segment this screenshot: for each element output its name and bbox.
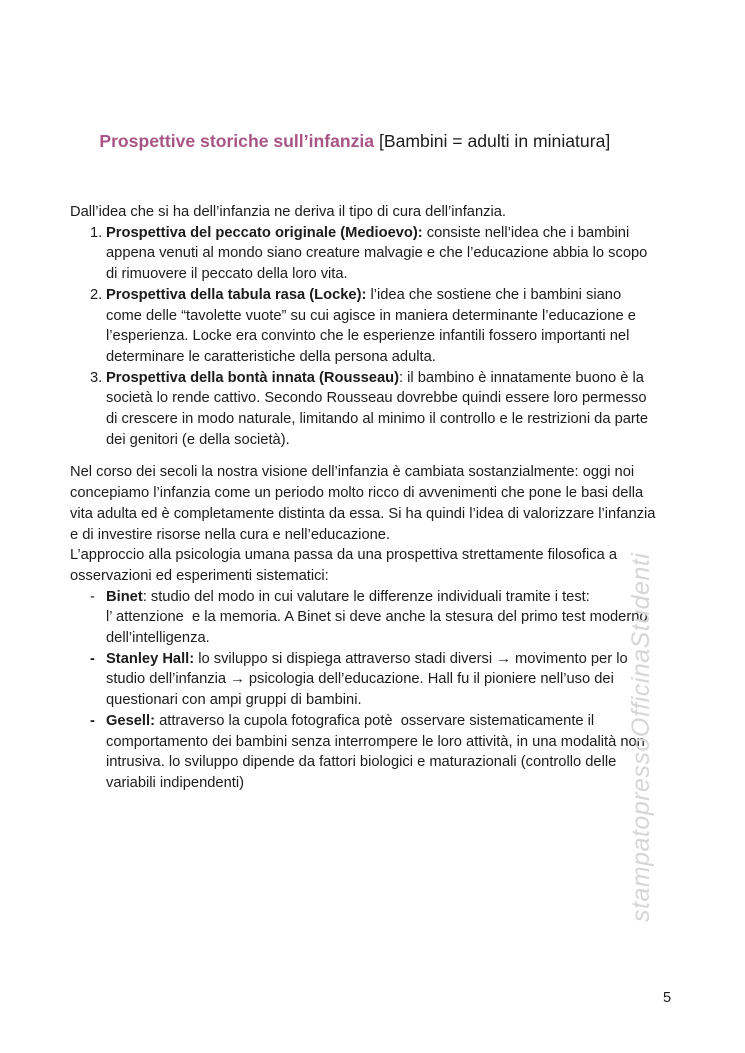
text-line: intrusiva. lo sviluppo dipende da fattori biologici e maturazionali (controllo delle [106, 754, 617, 771]
document-body [70, 202, 698, 794]
paragraph [70, 462, 698, 545]
dash-item [70, 649, 698, 711]
text-line: come delle “tavolette vuote” su cui agisce in maniera determinante l’educazione e [106, 307, 636, 324]
text-line: L’approccio alla psicologia umana passa da una prospettiva strettamente filosofica a [70, 547, 618, 564]
list-item-text [106, 711, 698, 794]
list-item-text [106, 223, 698, 285]
list-marker: - [90, 650, 95, 667]
text-line: vita adulta ed è completamente distinta da essa. Si ha quindi l’idea di valorizzare l’infanzia [70, 505, 656, 522]
text-line: questionari con ampi gruppi di bambini. [106, 692, 362, 709]
text-line: studio dell’infanzia → psicologia dell’educazione. Hall fu il pioniere nell’uso dei [106, 671, 614, 688]
list-item-text [106, 649, 698, 711]
text-line: Gesell: attraverso la cupola fotografica potè osservare sistematicamente il [106, 712, 595, 729]
text-line: determinare le caratteristiche della persona adulta. [106, 348, 436, 365]
dash-item [70, 711, 698, 794]
text-line: Dall’idea che si ha dell’infanzia ne deriva il tipo di cura dell’infanzia. [70, 204, 506, 220]
numbered-item [70, 223, 698, 285]
page-title [70, 110, 698, 173]
list-marker: - [90, 712, 95, 729]
paragraph [70, 202, 698, 223]
watermark: stampatopressoOfficinaStudenti [627, 552, 655, 922]
list-item-text [106, 587, 698, 649]
list-marker: - [90, 588, 95, 605]
text-line: concepiamo l’infanzia come un periodo molto ricco di avvenimenti che pone le basi della [70, 485, 644, 502]
text-line: Stanley Hall: lo sviluppo si dispiega attraverso stadi diversi → movimento per lo [106, 650, 628, 667]
text-line: dei genitori (e della società). [106, 431, 290, 448]
text-line: Prospettiva del peccato originale (Medioevo): consiste nell’idea che i bambini [106, 224, 630, 241]
text-line: comportamento dei bambini senza interrompere le loro attività, in una modalità non [106, 733, 645, 750]
list-marker: 2. [90, 286, 103, 303]
list-item-text [106, 368, 698, 451]
dash-item [70, 587, 698, 649]
text-line: dell’intelligenza. [106, 630, 210, 647]
text-line: Prospettiva della bontà innata (Rousseau): il bambino è innatamente buono è la [106, 369, 644, 386]
text-line: Prospettiva della tabula rasa (Locke): l’idea che sostiene che i bambini siano [106, 286, 622, 303]
title-suffix: [Bambini = adulti in miniatura] [374, 131, 611, 151]
title-accent: Prospettive storiche sull’infanzia [99, 131, 375, 151]
text-line: di crescere in modo naturale, limitando al minimo il controllo e le restrizioni da parte [106, 411, 649, 428]
numbered-item [70, 285, 698, 368]
text-line: Nel corso dei secoli la nostra visione dell’infanzia è cambiata sostanzialmente: oggi noi [70, 464, 635, 481]
page-number: 5 [663, 990, 672, 1006]
list-marker: 3. [90, 369, 103, 386]
list-marker: 1. [90, 224, 103, 241]
text-line: l’ attenzione e la memoria. A Binet si deve anche la stesura del primo test moderno [106, 609, 648, 626]
paragraph [70, 545, 698, 586]
text-line: osservazioni ed esperimenti sistematici: [70, 567, 329, 584]
text-line: e di investire risorse nella cura e nell’educazione. [70, 526, 391, 543]
text-line: Binet: studio del modo in cui valutare le differenze individuali tramite i test: [106, 588, 590, 605]
text-line: di rimuovere il peccato della loro vita. [106, 266, 348, 283]
numbered-item [70, 368, 698, 451]
text-line: appena venuti al mondo siano creature malvagie e che l’educazione abbia lo scopo [106, 245, 648, 262]
text-line: l’esperienza. Locke era convinto che le esperienze infantili fossero importanti nel [106, 328, 630, 345]
text-line: variabili indipendenti) [106, 774, 244, 791]
list-item-text [106, 285, 698, 368]
document-content [70, 110, 698, 794]
text-line: società lo rende cattivo. Secondo Rousseau dovrebbe quindi essere loro permesso [106, 390, 647, 407]
